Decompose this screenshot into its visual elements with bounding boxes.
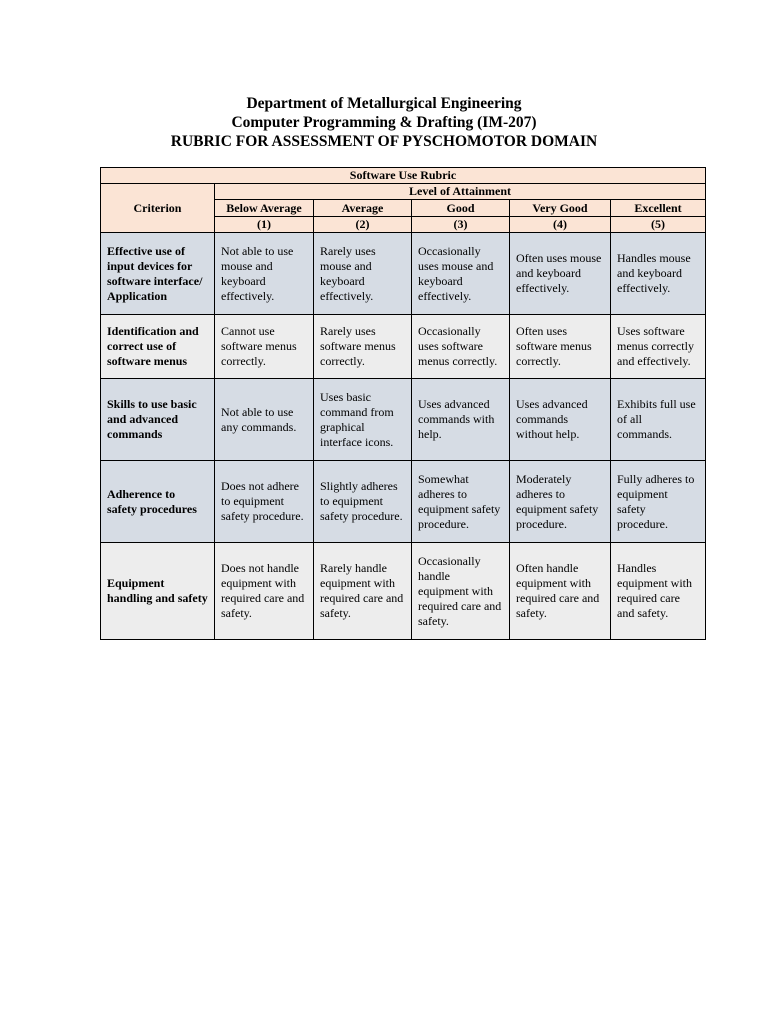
rubric-cell: Often uses mouse and keyboard effectively. [510,233,611,315]
rubric-cell: Not able to use any commands. [215,379,314,461]
rubric-cell: Fully adheres to equipment safety procedure. [611,461,706,543]
level-score-2: (2) [314,217,412,233]
level-header-1: Below Average [215,200,314,217]
rubric-cell: Often uses software menus correctly. [510,315,611,379]
table-row [101,379,706,461]
table-title: Software Use Rubric [101,168,706,184]
level-of-attainment-header: Level of Attainment [215,184,706,200]
level-header-3: Good [412,200,510,217]
rubric-cell: Occasionally uses software menus correctly. [412,315,510,379]
table-row [101,315,706,379]
table-row [101,461,706,543]
rubric-title: RUBRIC FOR ASSESSMENT OF PYSCHOMOTOR DOMAIN [170,133,598,150]
rubric-cell: Uses software menus correctly and effectively. [611,315,706,379]
level-score-4: (4) [510,217,611,233]
rubric-cell: Uses basic command from graphical interface icons. [314,379,412,461]
department-title: Department of Metallurgical Engineering [246,95,522,112]
rubric-cell: Moderately adheres to equipment safety procedure. [510,461,611,543]
rubric-cell: Cannot use software menus correctly. [215,315,314,379]
rubric-cell: Somewhat adheres to equipment safety procedure. [412,461,510,543]
rubric-cell: Rarely handle equipment with required care and safety. [314,543,412,640]
rubric-table [100,167,706,640]
level-score-3: (3) [412,217,510,233]
criterion-cell: Identification and correct use of software menus [101,315,215,379]
level-header-5: Excellent [611,200,706,217]
rubric-cell: Occasionally handle equipment with required care and safety. [412,543,510,640]
criterion-header: Criterion [101,184,215,233]
level-header-2: Average [314,200,412,217]
table-row [101,543,706,640]
rubric-cell: Does not adhere to equipment safety procedure. [215,461,314,543]
course-title: Computer Programming & Drafting (IM-207) [231,114,537,131]
rubric-cell: Exhibits full use of all commands. [611,379,706,461]
criterion-cell: Effective use of input devices for software interface/ Application [101,233,215,315]
criterion-cell: Adherence to safety procedures [101,461,215,543]
rubric-cell: Often handle equipment with required care and safety. [510,543,611,640]
rubric-cell: Handles equipment with required care and safety. [611,543,706,640]
level-score-1: (1) [215,217,314,233]
rubric-cell: Rarely uses software menus correctly. [314,315,412,379]
rubric-cell: Handles mouse and keyboard effectively. [611,233,706,315]
criterion-cell: Skills to use basic and advanced commands [101,379,215,461]
level-score-5: (5) [611,217,706,233]
rubric-cell: Slightly adheres to equipment safety procedure. [314,461,412,543]
rubric-cell: Does not handle equipment with required care and safety. [215,543,314,640]
rubric-cell: Uses advanced commands with help. [412,379,510,461]
document-header [0,94,768,151]
criterion-cell: Equipment handling and safety [101,543,215,640]
level-header-4: Very Good [510,200,611,217]
rubric-cell: Not able to use mouse and keyboard effectively. [215,233,314,315]
rubric-cell: Uses advanced commands without help. [510,379,611,461]
rubric-cell: Occasionally uses mouse and keyboard effectively. [412,233,510,315]
rubric-cell: Rarely uses mouse and keyboard effectively. [314,233,412,315]
table-row [101,233,706,315]
